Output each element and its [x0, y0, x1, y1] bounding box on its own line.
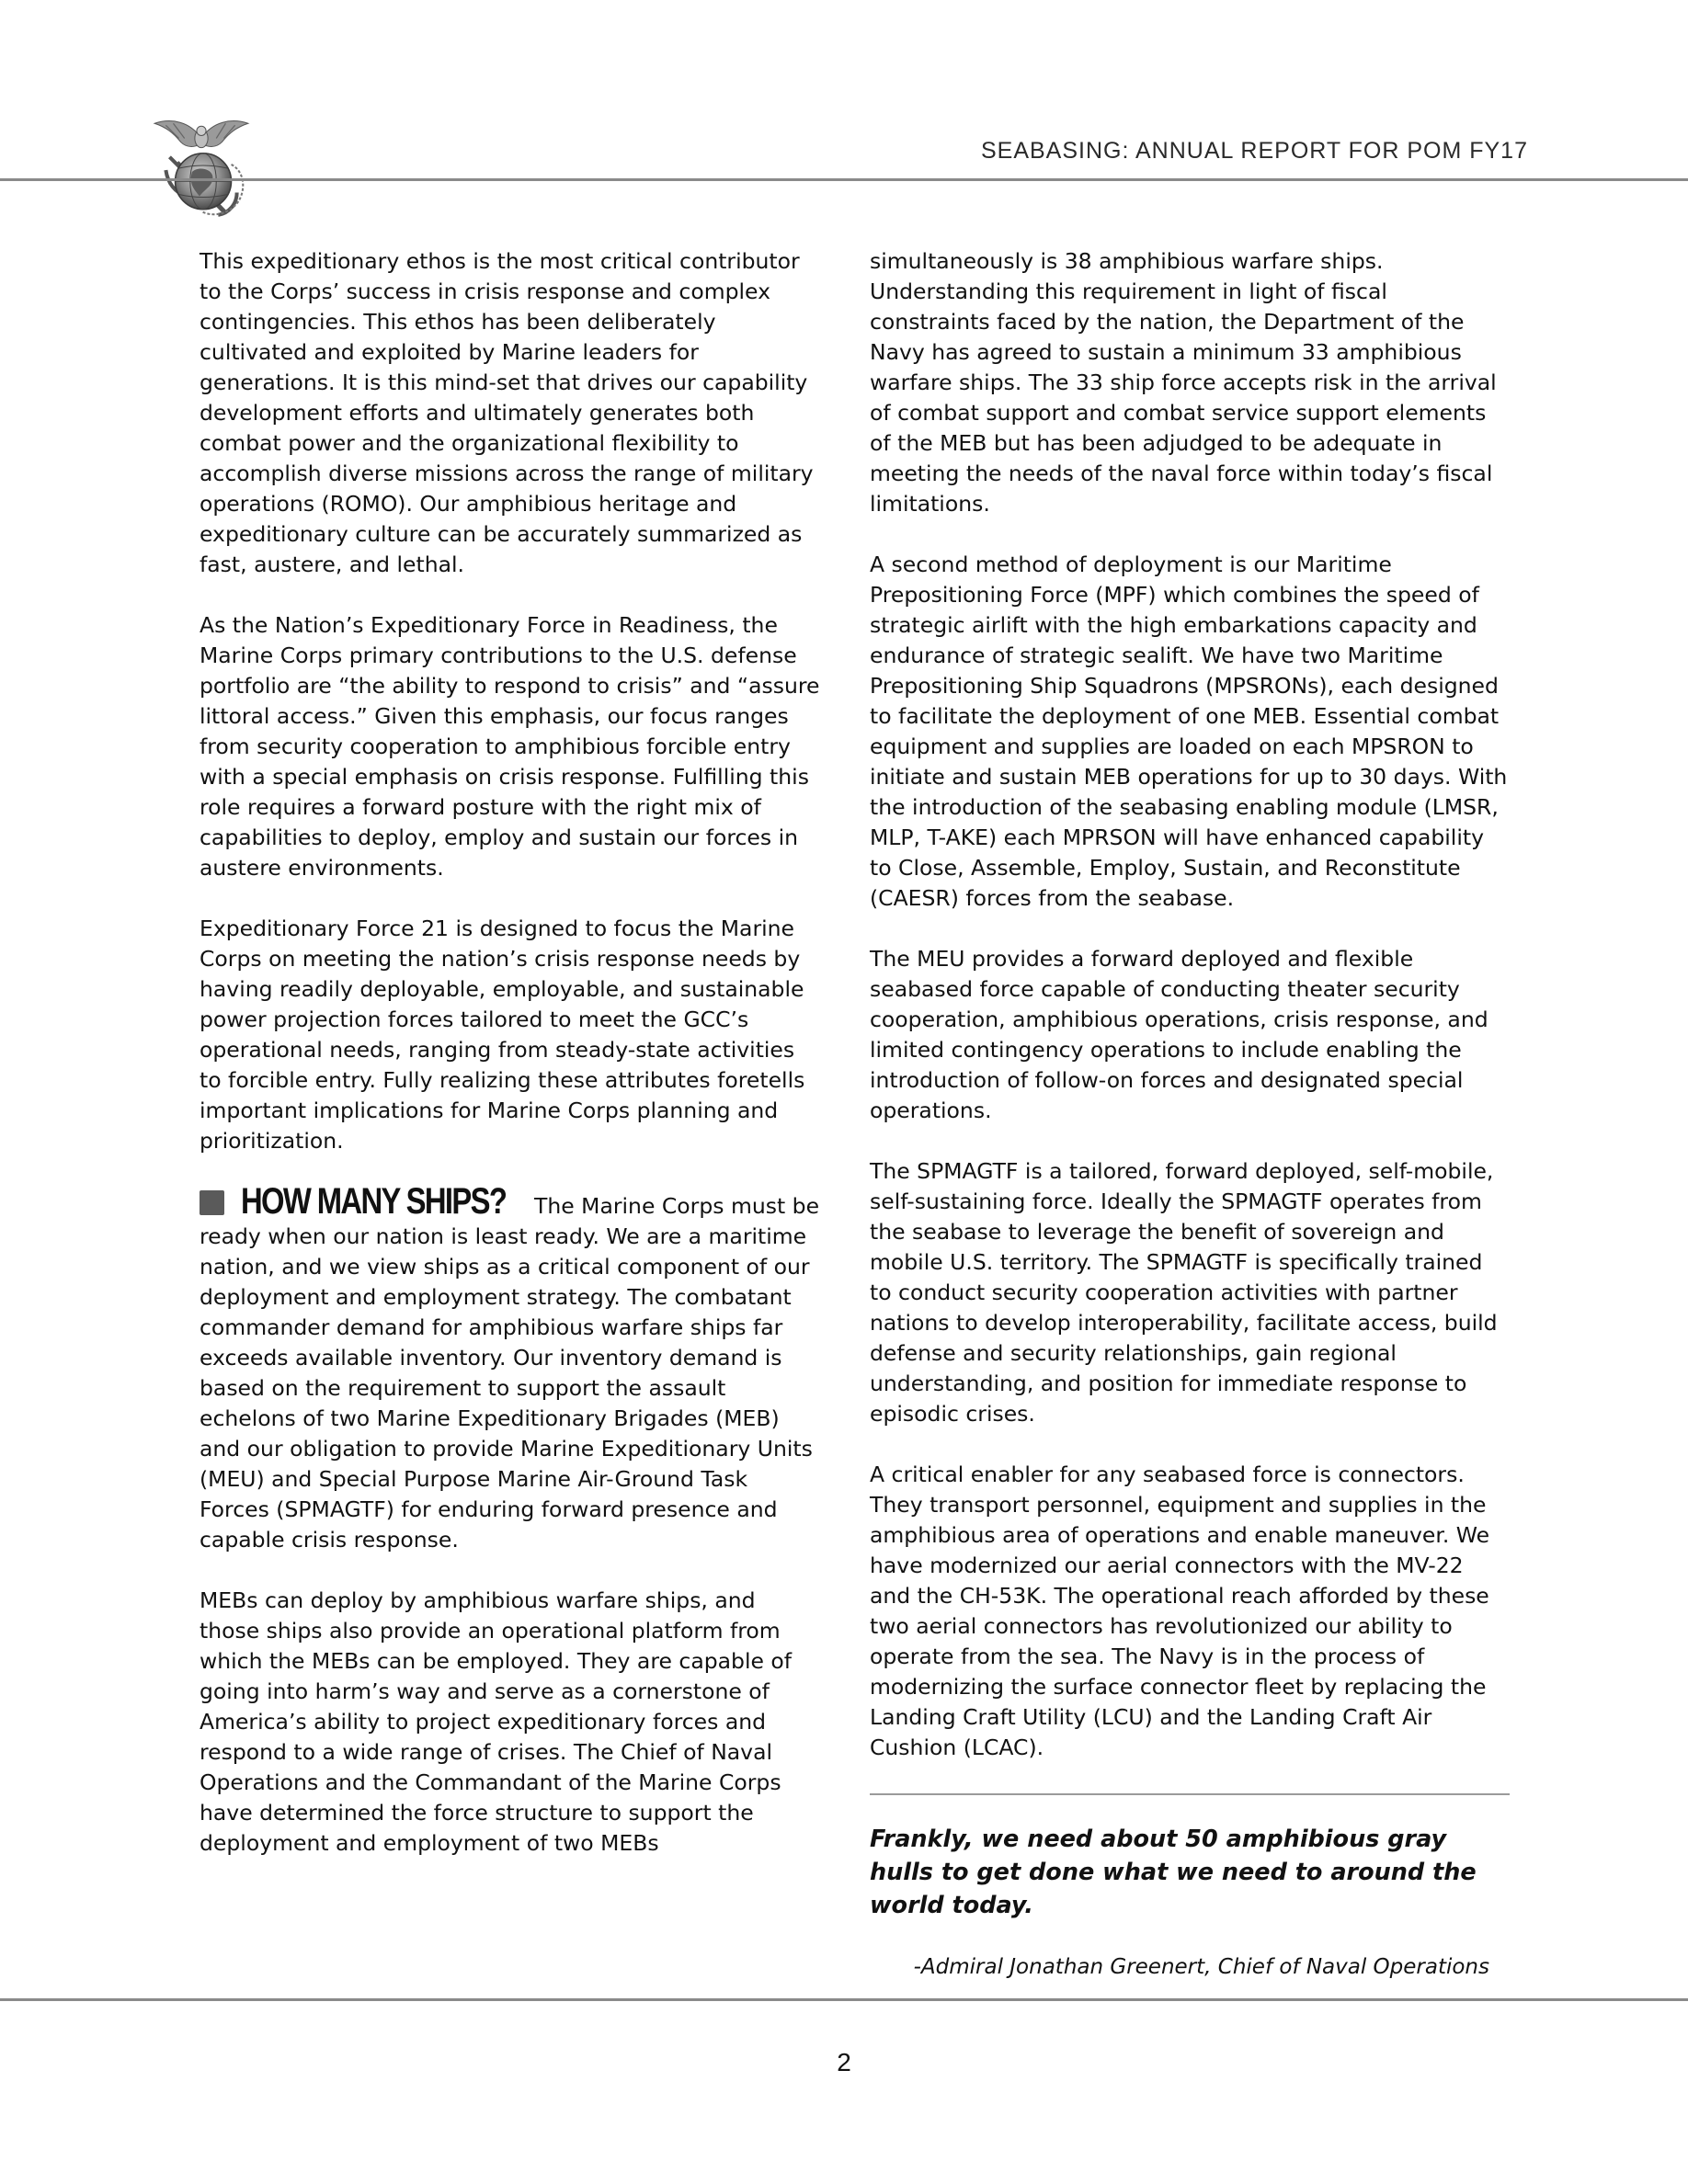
body-paragraph: MEBs can deploy by amphibious warfare ships, and those ships also provide an operational platform from which the MEBs can be employed. They are capable of going into harm’s way and serve as a cornerstone of America’s ability to project expeditionary forces and respond to a wide range of crises. The Chief of Naval Operations and the Commandant of the Marine Corps have determined the force structure to support the deployment and employment of two MEBs: [200, 1587, 793, 1856]
marine-corps-emblem-icon: [145, 110, 257, 222]
body-paragraph: Expeditionary Force 21 is designed to focus the Marine Corps on meeting the nation’s crisis response needs by having readily deployable, employable, and sustainable power projection forces tailored to meet the GCC’s operational needs, ranging from steady-state activities to forcible entry. Fully realizing these attributes foretells important implications for Marine Corps planning and prioritization.: [200, 916, 805, 1154]
running-header-title: SEABASING: ANNUAL REPORT FOR POM FY17: [980, 138, 1528, 164]
square-bullet-icon: [200, 1190, 224, 1215]
pull-quote: [870, 1823, 1510, 1983]
section-heading: HOW MANY SHIPS?: [241, 1181, 507, 1222]
body-paragraph: A second method of deployment is our Maritime Prepositioning Force (MPF) which combines the speed of strategic airlift with the high embarkations capacity and endurance of strategic sealift. We have two Maritime Prepositioning Ship Squadrons (MPSRONs), each designed to facilitate the deployment of one MEB. Essential combat equipment and supplies are loaded on each MPSRON to initiate and sustain MEB operations for up to 30 days. With the introduction of the seabasing enabling module (LMSR, MLP, T-AKE) each MPRSON will have enhanced capability to Close, Assemble, Employ, Sustain, and Reconstitute (CAESR) forces from the seabase.: [870, 552, 1508, 911]
body-paragraph: A critical enabler for any seabased force is connectors. They transport personnel, equipment and supplies in the amphibious area of operations and enable maneuver. We have modernized our aerial connectors with the MV-22 and the CH-53K. The operational reach afforded by these two aerial connectors has revolutionized our ability to operate from the sea. The Navy is in the process of modernizing the surface connector fleet by replacing the Landing Craft Utility (LCU) and the Landing Craft Air Cushion (LCAC).: [870, 1462, 1490, 1760]
body-paragraph: simultaneously is 38 amphibious warfare ships. Understanding this requirement in light of fiscal constraints faced by the nation, the Department of the Navy has agreed to sustain a minimum 33 amphibious warfare ships. The 33 ship force accepts risk in the arrival of combat support and combat service support elements of the MEB but has been adjudged to be adequate in meeting the needs of the naval force within today’s fiscal limitations.: [870, 248, 1497, 517]
body-paragraph: This expeditionary ethos is the most critical contributor to the Corps’ success in crisis response and complex contingencies. This ethos has been deliberately cultivated and exploited by Marine leaders for generations. It is this mind-set that drives our capability development efforts and ultimately generates both combat power and the organizational flexibility to accomplish diverse missions across the range of military operations (ROMO). Our amphibious heritage and expeditionary culture can be accurately summarized as fast, austere, and lethal.: [200, 248, 814, 577]
header-divider: [0, 178, 1688, 181]
quote-attribution: -Admiral Jonathan Greenert, Chief of Naval Operations: [913, 1955, 1489, 1979]
body-paragraph: The MEU provides a forward deployed and flexible seabased force capable of conducting theater security cooperation, amphibious operations, crisis response, and limited contingency operations to include enabling the introduction of follow-on forces and designated special operations.: [870, 946, 1488, 1123]
right-column: [870, 246, 1510, 1983]
body-paragraph: The SPMAGTF is a tailored, forward deployed, self-mobile, self-sustaining force. Ideally the SPMAGTF operates from the seabase to leverage the benefit of sovereign and mobile U.S. territory. The SPMAGTF is specifically trained to conduct security cooperation activities with partner nations to develop interoperability, facilitate access, build defense and security relationships, gain regional understanding, and position for immediate response to episodic crises.: [870, 1158, 1498, 1427]
body-paragraph: As the Nation’s Expeditionary Force in Readiness, the Marine Corps primary contributions to the U.S. defense portfolio are “the ability to respond to crisis” and “assure littoral access.” Given this emphasis, our focus ranges from security cooperation to amphibious forcible entry with a special emphasis on crisis response. Fulfilling this role requires a forward posture with the right mix of capabilities to deploy, employ and sustain our forces in austere environments.: [200, 612, 820, 881]
quote-text: Frankly, we need about 50 amphibious gray hulls to get done what we need to around the world today.: [870, 1826, 1477, 1919]
section-lead-text: The Marine Corps must be ready when our nation is least ready. We are a maritime nation, and we view ships as a critical component of our deployment and employment strategy. The combatant commander demand for amphibious warfare ships far exceeds available inventory. Our inventory demand is based on the requirement to support the assault echelons of two Marine Expeditionary Brigades (MEB) and our obligation to provide Marine Expeditionary Units (MEU) and Special Purpose Marine Air-Ground Task Forces (SPMAGTF) for enduring forward presence and capable crisis response.: [200, 1193, 820, 1553]
footer-divider: [0, 1998, 1688, 2001]
page-number: 2: [837, 2048, 851, 2076]
quote-divider: [870, 1793, 1510, 1795]
left-column: [200, 246, 821, 1889]
section-how-many-ships: [200, 1181, 821, 1555]
